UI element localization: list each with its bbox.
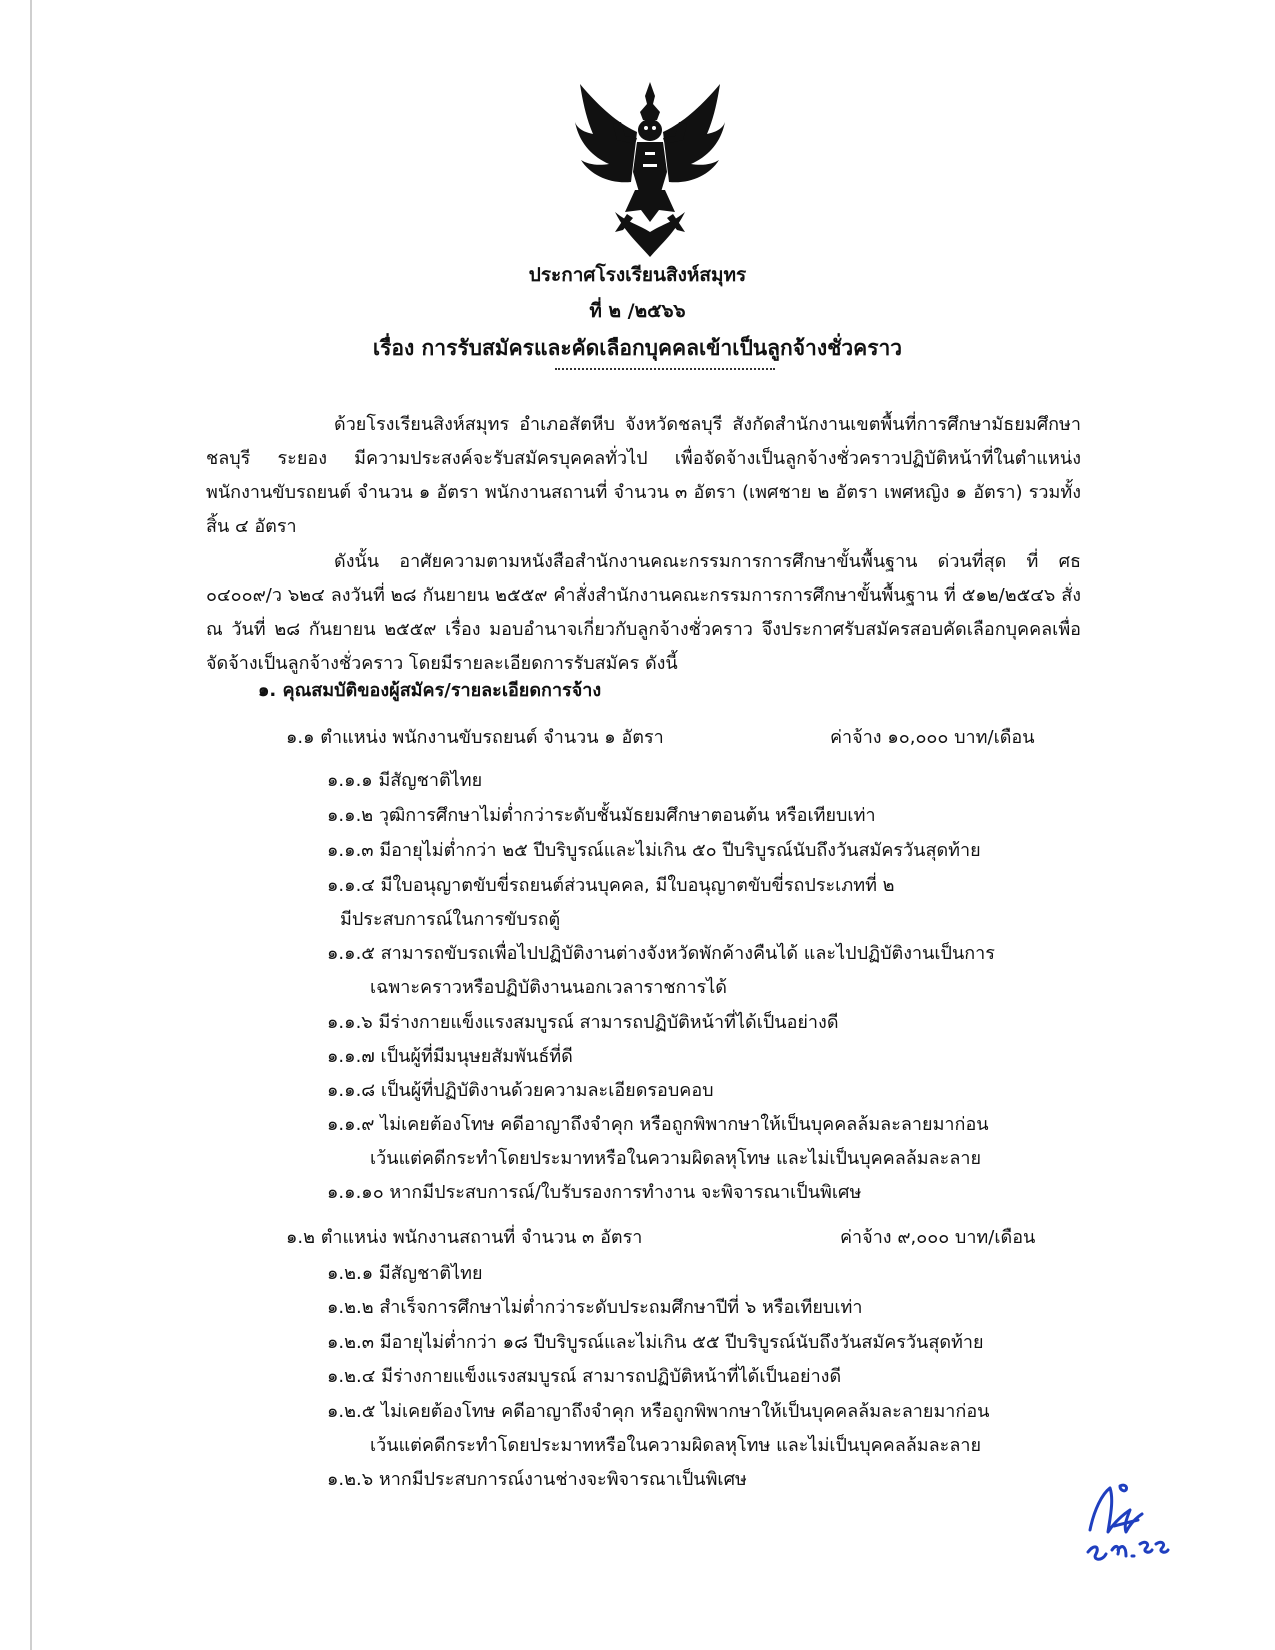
list-item: ๑.๑.๑๐ หากมีประสบการณ์/ใบรับรองการทำงาน จะพิจารณาเป็นพิเศษ xyxy=(327,1182,862,1203)
list-item: ๑.๒.๖ หากมีประสบการณ์งานช่างจะพิจารณาเป็นพิเศษ xyxy=(327,1469,747,1490)
list-item: ๑.๒.๕ ไม่เคยต้องโทษ คดีอาญาถึงจำคุก หรือถูกพิพากษาให้เป็นบุคคลล้มละลายมาก่อน xyxy=(327,1401,990,1422)
list-item: ๑.๒.๒ สำเร็จการศึกษาไม่ต่ำกว่าระดับประถมศึกษาปีที่ ๖ หรือเทียบเท่า xyxy=(327,1297,863,1318)
list-item: ๑.๑.๘ เป็นผู้ที่ปฏิบัติงานด้วยความละเอียดรอบคอบ xyxy=(327,1080,714,1101)
list-item: ๑.๒.๑ มีสัญชาติไทย xyxy=(327,1263,483,1284)
position-1-title: ๑.๑ ตำแหน่ง พนักงานขับรถยนต์ จำนวน ๑ อัตรา xyxy=(286,727,664,748)
announcement-subject: เรื่อง การรับสมัครและคัดเลือกบุคคลเข้าเป็นลูกจ้างชั่วคราว xyxy=(372,336,903,360)
position-2-wage: ค่าจ้าง ๙,๐๐๐ บาท/เดือน xyxy=(840,1227,1036,1248)
list-item: ๑.๒.๔ มีร่างกายแข็งแรงสมบูรณ์ สามารถปฏิบัติหน้าที่ได้เป็นอย่างดี xyxy=(327,1366,842,1387)
list-item: ๑.๑.๕ สามารถขับรถเพื่อไปปฏิบัติงานต่างจังหวัดพักค้างคืนได้ และไปปฏิบัติงานเป็นการ xyxy=(327,943,995,964)
body-paragraph-1: ด้วยโรงเรียนสิงห์สมุทร อำเภอสัตหีบ จังหวัดชลบุรี สังกัดสำนักงานเขตพื้นที่การศึกษามัธยมศึกษาชลบุรี ระยอง มีความประสงค์จะรับสมัครบุคคลทั่วไป เพื่อจัดจ้างเป็นลูกจ้างชั่วคราวปฏิบัติหน้าที่ในตำแหน่ง พนักงานขับรถยนต์ จำนวน ๑ อัตรา พนักงานสถานที่ จำนวน ๓ อัตรา (เพศชาย ๒ อัตรา เพศหญิง ๑ อัตรา) รวมทั้งสิ้น ๔ อัตรา xyxy=(206,414,1081,537)
list-item-continuation: มีประสบการณ์ในการขับรถตู้ xyxy=(340,909,561,930)
position-1-wage: ค่าจ้าง ๑๐,๐๐๐ บาท/เดือน xyxy=(830,727,1035,748)
list-item: ๑.๑.๓ มีอายุไม่ต่ำกว่า ๒๕ ปีบริบูรณ์และไม่เกิน ๕๐ ปีบริบูรณ์นับถึงวันสมัครวันสุดท้าย xyxy=(327,840,981,861)
body-paragraph-2: ดังนั้น อาศัยความตามหนังสือสำนักงานคณะกรรมการการศึกษาขั้นพื้นฐาน ด่วนที่สุด ที่ ศธ ๐๔๐๐๙/ว ๖๒๔ ลงวันที่ ๒๘ กันยายน ๒๕๕๙ คำสั่งสำนักงานคณะกรรมการการศึกษาขั้นพื้นฐาน ที่ ๕๑๒/๒๕๔๖ สั่ง ณ วันที่ ๒๘ กันยายน ๒๕๕๙ เรื่อง มอบอำนาจเกี่ยวกับลูกจ้างชั่วคราว จึงประกาศรับสมัครสอบคัดเลือกบุคคลเพื่อจัดจ้างเป็นลูกจ้างชั่วคราว โดยมีรายละเอียดการรับสมัคร ดังนี้ xyxy=(206,551,1081,674)
list-item-continuation: เฉพาะคราวหรือปฏิบัติงานนอกเวลาราชการได้ xyxy=(370,977,727,998)
list-item-continuation: เว้นแต่คดีกระทำโดยประมาทหรือในความผิดลหุโทษ และไม่เป็นบุคคลล้มละลาย xyxy=(370,1148,982,1169)
list-item-continuation: เว้นแต่คดีกระทำโดยประมาทหรือในความผิดลหุโทษ และไม่เป็นบุคคลล้มละลาย xyxy=(370,1435,982,1456)
list-item: ๑.๒.๓ มีอายุไม่ต่ำกว่า ๑๘ ปีบริบูรณ์และไม่เกิน ๕๕ ปีบริบูรณ์นับถึงวันสมัครวันสุดท้าย xyxy=(327,1332,984,1353)
list-item: ๑.๑.๑ มีสัญชาติไทย xyxy=(327,770,483,791)
list-item: ๑.๑.๖ มีร่างกายแข็งแรงสมบูรณ์ สามารถปฏิบัติหน้าที่ได้เป็นอย่างดี xyxy=(327,1012,839,1033)
announcement-number: ที่ ๒ /๒๕๖๖ xyxy=(589,300,686,322)
list-item: ๑.๑.๙ ไม่เคยต้องโทษ คดีอาญาถึงจำคุก หรือถูกพิพากษาให้เป็นบุคคลล้มละลายมาก่อน xyxy=(327,1114,989,1135)
list-item: ๑.๑.๗ เป็นผู้ที่มีมนุษยสัมพันธ์ที่ดี xyxy=(327,1046,573,1067)
handwritten-signature xyxy=(1080,1480,1170,1570)
section-heading: ๑. คุณสมบัติของผู้สมัคร/รายละเอียดการจ้าง xyxy=(258,680,602,701)
position-2-title: ๑.๒ ตำแหน่ง พนักงานสถานที่ จำนวน ๓ อัตรา xyxy=(286,1227,643,1248)
list-item: ๑.๑.๒ วุฒิการศึกษาไม่ต่ำกว่าระดับชั้นมัธยมศึกษาตอนต้น หรือเทียบเท่า xyxy=(327,805,876,826)
scan-edge-line xyxy=(30,0,32,1650)
announcement-title: ประกาศโรงเรียนสิงห์สมุทร xyxy=(528,264,747,286)
garuda-emblem-icon xyxy=(575,82,725,257)
dotted-divider xyxy=(555,368,775,370)
list-item: ๑.๑.๔ มีใบอนุญาตขับขี่รถยนต์ส่วนบุคคล, มีใบอนุญาตขับขี่รถประเภทที่ ๒ xyxy=(327,875,895,896)
